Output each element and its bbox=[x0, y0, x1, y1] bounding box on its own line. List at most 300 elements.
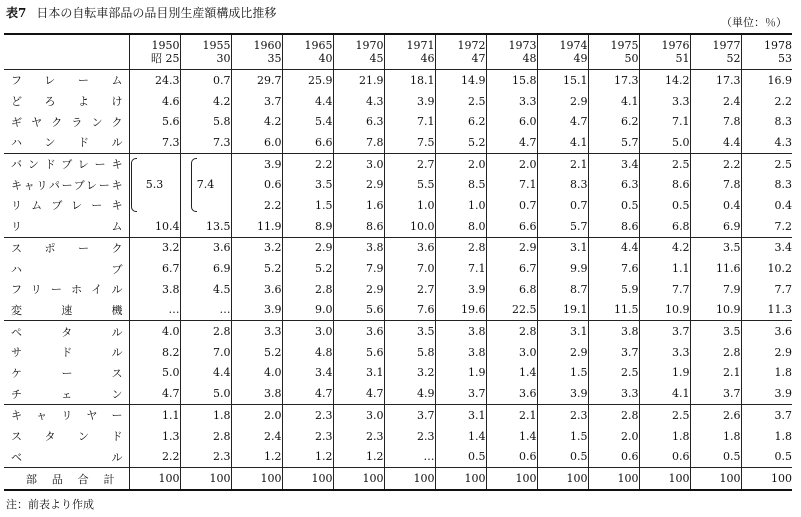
table-cell: 4.3 bbox=[333, 91, 384, 112]
row-label: 変速機 bbox=[11, 303, 123, 317]
table-cell: 4.7 bbox=[282, 383, 333, 404]
table-cell: 11.5 bbox=[588, 300, 639, 321]
table-cell: 3.9 bbox=[384, 91, 435, 112]
table-cell: 3.2 bbox=[129, 237, 180, 258]
table-cell: 9.0 bbox=[282, 300, 333, 321]
table-cell: 3.6 bbox=[486, 383, 537, 404]
table-row bbox=[4, 426, 792, 447]
table-cell: 3.1 bbox=[537, 237, 588, 258]
table-label: 表7 bbox=[6, 6, 27, 20]
column-era: 昭 25 bbox=[151, 52, 180, 65]
table-cell: 10.9 bbox=[690, 300, 741, 321]
table-cell: 3.6 bbox=[741, 321, 792, 342]
table-cell: 7.5 bbox=[384, 132, 435, 153]
table-cell: 2.0 bbox=[588, 426, 639, 447]
table-cell: 7.3 bbox=[180, 132, 231, 153]
table-cell: 1.5 bbox=[537, 426, 588, 447]
table-cell: 4.1 bbox=[588, 91, 639, 112]
table-cell: 2.1 bbox=[690, 363, 741, 384]
table-cell: 6.3 bbox=[588, 174, 639, 195]
table-cell: 0.6 bbox=[231, 174, 282, 195]
table-cell: 2.2 bbox=[129, 446, 180, 467]
row-label: リム bbox=[11, 220, 123, 234]
table-cell: 3.8 bbox=[435, 342, 486, 363]
table-body bbox=[4, 70, 792, 491]
table-cell: 3.0 bbox=[333, 153, 384, 174]
table-cell: 2.0 bbox=[231, 405, 282, 426]
total-cell: 100 bbox=[129, 468, 180, 491]
table-cell: 8.3 bbox=[741, 174, 792, 195]
table-cell: 3.8 bbox=[588, 321, 639, 342]
column-header bbox=[741, 34, 792, 70]
table-cell: 4.7 bbox=[537, 111, 588, 132]
table-cell: 3.8 bbox=[129, 279, 180, 300]
table-cell: 8.3 bbox=[741, 111, 792, 132]
column-year: 1974 bbox=[559, 39, 588, 52]
table-cell: 4.1 bbox=[537, 132, 588, 153]
table-cell: 5.7 bbox=[537, 216, 588, 237]
table-row bbox=[4, 405, 792, 426]
table-cell: 6.8 bbox=[486, 279, 537, 300]
table-cell: 3.8 bbox=[333, 237, 384, 258]
table-cell: 2.2 bbox=[741, 91, 792, 112]
table-cell: 5.0 bbox=[129, 363, 180, 384]
table-row bbox=[4, 279, 792, 300]
column-era: 49 bbox=[573, 52, 588, 65]
total-cell: 100 bbox=[537, 468, 588, 491]
table-cell: 1.4 bbox=[435, 426, 486, 447]
table-cell: 7.6 bbox=[588, 258, 639, 279]
table-cell: 1.2 bbox=[282, 446, 333, 467]
table-row bbox=[4, 216, 792, 237]
table-cell: 1.8 bbox=[180, 405, 231, 426]
table-cell: 3.8 bbox=[231, 383, 282, 404]
table-cell: 14.9 bbox=[435, 70, 486, 91]
table-row bbox=[4, 174, 792, 195]
table-row bbox=[4, 91, 792, 112]
table-cell: 3.3 bbox=[639, 91, 690, 112]
table-cell: 4.4 bbox=[180, 363, 231, 384]
column-year: 1960 bbox=[253, 39, 282, 52]
brace-icon bbox=[191, 158, 197, 212]
table-cell: 7.0 bbox=[180, 342, 231, 363]
table-cell: 2.3 bbox=[333, 426, 384, 447]
table-row bbox=[4, 321, 792, 342]
table-cell: 3.0 bbox=[486, 342, 537, 363]
table-cell: 0.4 bbox=[690, 195, 741, 216]
table-cell: 5.6 bbox=[129, 111, 180, 132]
column-era: 47 bbox=[471, 52, 486, 65]
total-cell: 100 bbox=[435, 468, 486, 491]
table-cell: 4.4 bbox=[282, 91, 333, 112]
table-cell: 0.4 bbox=[741, 195, 792, 216]
row-label: リムブレーキ bbox=[11, 199, 123, 213]
column-era: 52 bbox=[726, 52, 741, 65]
table-cell: 2.5 bbox=[639, 405, 690, 426]
row-label: どろよけ bbox=[11, 95, 123, 109]
table-cell: 0.6 bbox=[486, 446, 537, 467]
merged-value: 5.3 bbox=[145, 178, 164, 192]
column-era: 46 bbox=[420, 52, 435, 65]
unit-label: （単位：％） bbox=[721, 16, 787, 29]
table-cell: 3.2 bbox=[231, 237, 282, 258]
table-cell: 4.5 bbox=[180, 279, 231, 300]
column-era: 51 bbox=[675, 52, 690, 65]
row-label: サドル bbox=[11, 346, 123, 360]
row-label: スタンド bbox=[11, 430, 123, 444]
table-cell: 2.0 bbox=[435, 153, 486, 174]
table-cell: 11.3 bbox=[741, 300, 792, 321]
column-era: 48 bbox=[522, 52, 537, 65]
brake-merged-cell bbox=[129, 153, 180, 216]
table-cell: 2.5 bbox=[741, 153, 792, 174]
total-cell: 100 bbox=[486, 468, 537, 491]
column-year: 1972 bbox=[457, 39, 486, 52]
table-row bbox=[4, 111, 792, 132]
table-cell: 3.9 bbox=[741, 383, 792, 404]
table-cell: 5.2 bbox=[435, 132, 486, 153]
table-cell: 8.6 bbox=[639, 174, 690, 195]
table-cell: 4.6 bbox=[129, 91, 180, 112]
table-cell: 6.3 bbox=[333, 111, 384, 132]
table-title-text: 日本の自転車部品の品目別生産額構成比推移 bbox=[36, 6, 277, 20]
table-cell: 3.8 bbox=[435, 321, 486, 342]
header-corner bbox=[4, 34, 129, 70]
table-cell: 3.6 bbox=[180, 237, 231, 258]
table-cell: 3.1 bbox=[537, 321, 588, 342]
row-label: ハンドル bbox=[11, 136, 123, 150]
table-cell: 1.5 bbox=[537, 363, 588, 384]
table-cell: 2.7 bbox=[384, 279, 435, 300]
table-cell: 2.5 bbox=[639, 153, 690, 174]
table-cell: 6.7 bbox=[129, 258, 180, 279]
table-cell: 3.4 bbox=[741, 237, 792, 258]
table-cell: 0.6 bbox=[588, 446, 639, 467]
table-cell: 1.2 bbox=[333, 446, 384, 467]
table-cell: 3.4 bbox=[282, 363, 333, 384]
table-cell: 8.7 bbox=[537, 279, 588, 300]
table-cell: 0.7 bbox=[180, 70, 231, 91]
table-row bbox=[4, 132, 792, 153]
table-cell: 3.1 bbox=[333, 363, 384, 384]
table-cell: 5.5 bbox=[384, 174, 435, 195]
table-cell: 7.9 bbox=[690, 279, 741, 300]
total-cell: 100 bbox=[333, 468, 384, 491]
table-cell: 5.2 bbox=[282, 258, 333, 279]
column-header bbox=[384, 34, 435, 70]
table-cell: 0.7 bbox=[537, 195, 588, 216]
table-cell: 1.5 bbox=[282, 195, 333, 216]
table-cell: 1.6 bbox=[333, 195, 384, 216]
table-cell: 4.7 bbox=[129, 383, 180, 404]
table-cell: 3.4 bbox=[588, 153, 639, 174]
table-cell: 2.9 bbox=[282, 237, 333, 258]
brace-icon bbox=[131, 158, 137, 212]
table-cell: 17.3 bbox=[588, 70, 639, 91]
table-cell: 2.3 bbox=[384, 426, 435, 447]
table-cell: 7.8 bbox=[690, 174, 741, 195]
column-era: 30 bbox=[216, 52, 231, 65]
total-cell: 100 bbox=[282, 468, 333, 491]
column-header bbox=[282, 34, 333, 70]
table-cell: … bbox=[180, 300, 231, 321]
total-cell: 100 bbox=[690, 468, 741, 491]
table-cell: 3.3 bbox=[639, 342, 690, 363]
table-cell: 6.0 bbox=[486, 111, 537, 132]
table-row bbox=[4, 195, 792, 216]
table-cell: 3.6 bbox=[231, 279, 282, 300]
row-label: ケース bbox=[11, 366, 123, 380]
table-cell: 1.8 bbox=[741, 363, 792, 384]
table-cell: 3.1 bbox=[435, 405, 486, 426]
table-cell: 1.9 bbox=[435, 363, 486, 384]
table-cell: 2.5 bbox=[588, 363, 639, 384]
table-cell: 7.7 bbox=[741, 279, 792, 300]
row-label: キャリヤー bbox=[4, 405, 129, 426]
table-cell: 6.0 bbox=[231, 132, 282, 153]
table-cell: 15.1 bbox=[537, 70, 588, 91]
table-cell: 2.9 bbox=[333, 174, 384, 195]
total-cell: 100 bbox=[231, 468, 282, 491]
table-cell: 3.6 bbox=[333, 321, 384, 342]
table-cell: 2.9 bbox=[486, 237, 537, 258]
table-cell: 3.7 bbox=[384, 405, 435, 426]
table-cell: 4.0 bbox=[129, 321, 180, 342]
table-cell: 3.2 bbox=[384, 363, 435, 384]
column-header bbox=[435, 34, 486, 70]
table-cell: 3.7 bbox=[690, 383, 741, 404]
table-cell: 4.9 bbox=[384, 383, 435, 404]
table-cell: 2.1 bbox=[486, 405, 537, 426]
row-label: チェン bbox=[11, 387, 123, 401]
table-cell: 5.6 bbox=[333, 300, 384, 321]
column-header bbox=[537, 34, 588, 70]
row-label: スポーク bbox=[4, 237, 129, 258]
table-cell: 7.6 bbox=[384, 300, 435, 321]
table-cell: 2.8 bbox=[282, 279, 333, 300]
table-cell: 3.3 bbox=[231, 321, 282, 342]
table-cell: 10.4 bbox=[129, 216, 180, 237]
table-cell: 0.6 bbox=[639, 446, 690, 467]
table-cell: 3.9 bbox=[537, 383, 588, 404]
table-header bbox=[4, 34, 792, 70]
table-cell: 2.3 bbox=[282, 426, 333, 447]
column-year: 1975 bbox=[610, 39, 639, 52]
table-cell: 0.5 bbox=[435, 446, 486, 467]
row-label: ペタル bbox=[4, 321, 129, 342]
column-year: 1950 bbox=[151, 39, 180, 52]
table-cell: 6.6 bbox=[282, 132, 333, 153]
table-cell: 0.7 bbox=[486, 195, 537, 216]
table-cell: 5.0 bbox=[180, 383, 231, 404]
footnote: 注：前表より作成 bbox=[6, 498, 94, 511]
table-cell: 1.2 bbox=[231, 446, 282, 467]
table-cell: 5.8 bbox=[180, 111, 231, 132]
table-cell: 10.2 bbox=[741, 258, 792, 279]
table-cell: 0.5 bbox=[588, 195, 639, 216]
table-cell: 1.8 bbox=[690, 426, 741, 447]
table-cell: 1.4 bbox=[486, 426, 537, 447]
table-cell: 2.1 bbox=[537, 153, 588, 174]
table-cell: 6.9 bbox=[180, 258, 231, 279]
table-cell: 6.7 bbox=[486, 258, 537, 279]
table-cell: 4.2 bbox=[180, 91, 231, 112]
table-cell: 3.7 bbox=[231, 91, 282, 112]
table-cell: 4.4 bbox=[588, 237, 639, 258]
column-era: 50 bbox=[624, 52, 639, 65]
table-cell: 2.8 bbox=[180, 426, 231, 447]
total-cell: 100 bbox=[639, 468, 690, 491]
table-cell: 2.8 bbox=[588, 405, 639, 426]
table-cell: 0.5 bbox=[690, 446, 741, 467]
row-label: ハブ bbox=[11, 262, 123, 276]
table-cell: 2.8 bbox=[180, 321, 231, 342]
table-cell: 3.0 bbox=[282, 321, 333, 342]
table-cell: 2.8 bbox=[486, 321, 537, 342]
column-header bbox=[690, 34, 741, 70]
table-cell: 11.6 bbox=[690, 258, 741, 279]
column-header bbox=[486, 34, 537, 70]
table-cell: 24.3 bbox=[129, 70, 180, 91]
column-era: 45 bbox=[369, 52, 384, 65]
table-cell: 1.3 bbox=[129, 426, 180, 447]
row-label: フレーム bbox=[4, 70, 129, 91]
table-cell: 7.3 bbox=[129, 132, 180, 153]
merged-value: 7.4 bbox=[196, 178, 215, 192]
table-cell: 2.8 bbox=[690, 342, 741, 363]
table-cell: 3.7 bbox=[741, 405, 792, 426]
table-cell: 3.5 bbox=[282, 174, 333, 195]
table-cell: 2.2 bbox=[231, 195, 282, 216]
table-cell: 5.8 bbox=[384, 342, 435, 363]
table-cell: 1.0 bbox=[435, 195, 486, 216]
table-cell: 6.2 bbox=[435, 111, 486, 132]
table-cell: 17.3 bbox=[690, 70, 741, 91]
table-cell: 2.9 bbox=[537, 91, 588, 112]
total-row bbox=[4, 468, 792, 491]
table-cell: 7.8 bbox=[690, 111, 741, 132]
table-cell: 2.3 bbox=[537, 405, 588, 426]
table-row bbox=[4, 363, 792, 384]
table-cell: 3.9 bbox=[231, 300, 282, 321]
table-cell: 8.0 bbox=[435, 216, 486, 237]
table-cell: 4.4 bbox=[690, 132, 741, 153]
table-cell: 5.4 bbox=[282, 111, 333, 132]
table-cell: 3.0 bbox=[333, 405, 384, 426]
table-cell: 0.5 bbox=[537, 446, 588, 467]
table-cell: 2.9 bbox=[333, 279, 384, 300]
table-cell: 18.1 bbox=[384, 70, 435, 91]
table-cell: 7.1 bbox=[384, 111, 435, 132]
table-cell: 5.2 bbox=[231, 342, 282, 363]
column-era: 53 bbox=[778, 52, 792, 65]
column-header bbox=[180, 34, 231, 70]
column-header bbox=[588, 34, 639, 70]
table-row bbox=[4, 300, 792, 321]
table-cell: 1.8 bbox=[741, 426, 792, 447]
table-cell: 19.6 bbox=[435, 300, 486, 321]
row-label: バンドブレーキ bbox=[4, 153, 129, 174]
table-cell: 8.6 bbox=[333, 216, 384, 237]
table-row bbox=[4, 258, 792, 279]
table-cell: 15.8 bbox=[486, 70, 537, 91]
table-cell: 1.1 bbox=[639, 258, 690, 279]
table-cell: 3.7 bbox=[588, 342, 639, 363]
table-cell: 1.0 bbox=[384, 195, 435, 216]
table-cell: 3.7 bbox=[435, 383, 486, 404]
total-cell: 100 bbox=[180, 468, 231, 491]
table-cell: 7.2 bbox=[741, 216, 792, 237]
total-cell: 100 bbox=[741, 468, 792, 491]
table-cell: 1.8 bbox=[639, 426, 690, 447]
column-header bbox=[129, 34, 180, 70]
row-label: ベル bbox=[11, 450, 123, 464]
table-cell: 16.9 bbox=[741, 70, 792, 91]
table-cell: 8.2 bbox=[129, 342, 180, 363]
table-cell: 29.7 bbox=[231, 70, 282, 91]
table-cell: 8.9 bbox=[282, 216, 333, 237]
column-year: 1976 bbox=[661, 39, 690, 52]
brake-merged-cell bbox=[180, 153, 231, 216]
table-cell: 7.0 bbox=[384, 258, 435, 279]
table-cell: 25.9 bbox=[282, 70, 333, 91]
table-cell: 10.9 bbox=[639, 300, 690, 321]
table-cell: 2.3 bbox=[180, 446, 231, 467]
table-cell: 0.5 bbox=[639, 195, 690, 216]
column-era: 40 bbox=[318, 52, 333, 65]
table-cell: 4.1 bbox=[639, 383, 690, 404]
table-row bbox=[4, 237, 792, 258]
table-cell: 5.0 bbox=[639, 132, 690, 153]
total-cell: 100 bbox=[384, 468, 435, 491]
table-cell: 3.5 bbox=[384, 321, 435, 342]
table-cell: 3.3 bbox=[588, 383, 639, 404]
table-cell: 3.9 bbox=[231, 153, 282, 174]
table-cell: 5.7 bbox=[588, 132, 639, 153]
row-label: キャリパーブレーキ bbox=[11, 178, 123, 192]
column-header bbox=[333, 34, 384, 70]
table-cell: 2.2 bbox=[690, 153, 741, 174]
table-row bbox=[4, 446, 792, 467]
column-year: 1977 bbox=[712, 39, 741, 52]
table-cell: 2.0 bbox=[486, 153, 537, 174]
total-cell: 100 bbox=[588, 468, 639, 491]
table-cell: 5.9 bbox=[588, 279, 639, 300]
table-cell: 22.5 bbox=[486, 300, 537, 321]
table-cell: 3.5 bbox=[690, 237, 741, 258]
table-cell: 19.1 bbox=[537, 300, 588, 321]
table-cell: 6.6 bbox=[486, 216, 537, 237]
table-cell: 4.0 bbox=[231, 363, 282, 384]
table-cell: 2.6 bbox=[690, 405, 741, 426]
table-cell: 11.9 bbox=[231, 216, 282, 237]
table-cell: 3.9 bbox=[435, 279, 486, 300]
table-cell: 2.9 bbox=[741, 342, 792, 363]
table-title bbox=[6, 4, 276, 21]
table-cell: 14.2 bbox=[639, 70, 690, 91]
column-year: 1965 bbox=[304, 39, 333, 52]
table-cell: 8.6 bbox=[588, 216, 639, 237]
table-cell: 2.4 bbox=[690, 91, 741, 112]
table-cell: 3.5 bbox=[690, 321, 741, 342]
table-cell: 2.7 bbox=[384, 153, 435, 174]
table-cell: … bbox=[384, 446, 435, 467]
table-cell: 7.1 bbox=[486, 174, 537, 195]
table-cell: 6.2 bbox=[588, 111, 639, 132]
table-cell: 10.0 bbox=[384, 216, 435, 237]
column-header bbox=[639, 34, 690, 70]
column-era: 35 bbox=[267, 52, 282, 65]
